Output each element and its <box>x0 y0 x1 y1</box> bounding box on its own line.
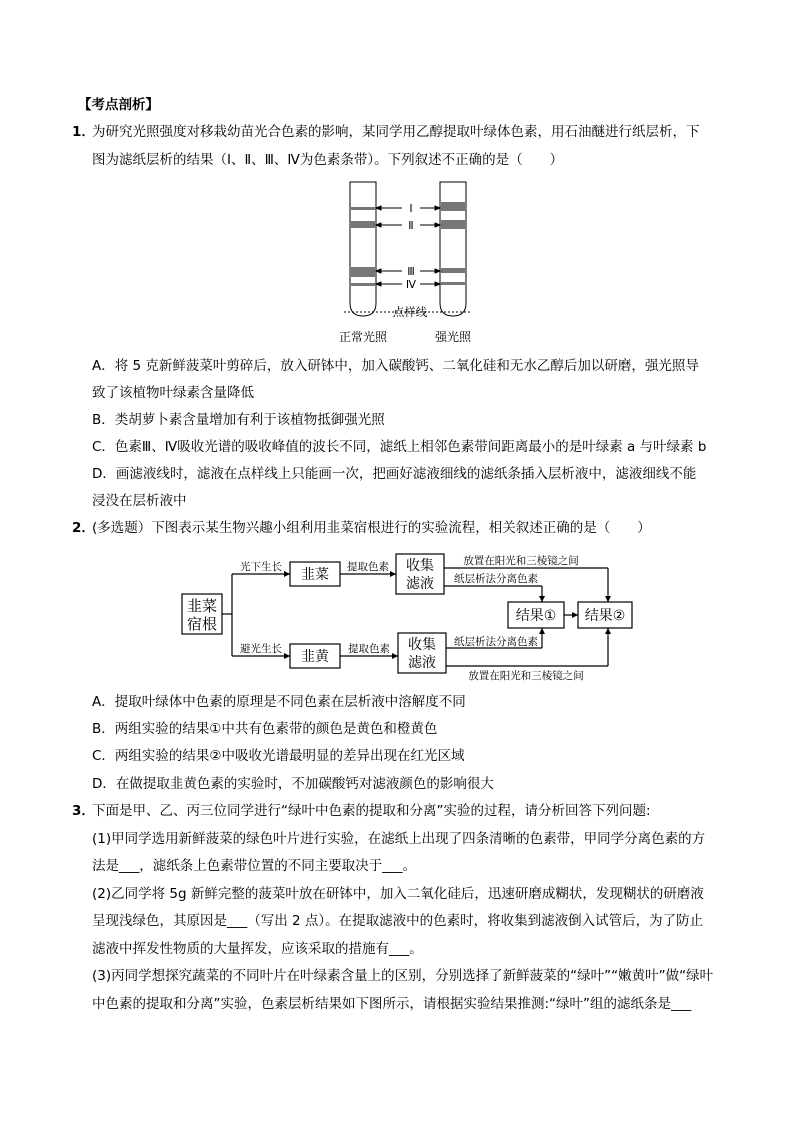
leek-label: 韭菜 <box>301 567 329 583</box>
q1-option-a-line2: 致了该植物叶绿素含量降低 <box>92 385 254 401</box>
q3-stem: 下面是甲、乙、丙三位同学进行“绿叶中色素的提取和分离”实验的过程，请分析回答下列问题: <box>92 803 651 819</box>
q1-option-a-line1: A．将 5 克新鲜菠菜叶剪碎后，放入研钵中，加入碳酸钙、二氧化硅和无水乙醇后加以研磨，强光照导 <box>92 358 699 374</box>
prism-label-top: 放置在阳光和三棱镜之间 <box>463 555 579 567</box>
extract-label-bottom: 提取色素 <box>348 643 390 655</box>
q2-option-a: A．提取叶绿体中色素的原理是不同色素在层析液中溶解度不同 <box>92 694 466 710</box>
collect-bottom-line2: 滤液 <box>408 655 436 671</box>
band-label-3: Ⅲ <box>407 265 415 278</box>
root-line2: 宿根 <box>186 615 218 633</box>
q1-stem-line1: 为研究光照强度对移栽幼苗光合色素的影响，某同学用乙醇提取叶绿体色素，用石油醚进行纸层析，下 <box>92 124 700 140</box>
chromatography-figure <box>330 178 490 348</box>
band-strong-1 <box>441 202 465 211</box>
band-strong-2 <box>441 220 465 229</box>
q3-part3-line1: (3)丙同学想探究蔬菜的不同叶片在叶绿素含量上的区别，分别选择了新鲜菠菜的“绿叶”“嫩黄叶”做“绿叶 <box>92 968 714 984</box>
extract-label-top: 提取色素 <box>347 561 389 573</box>
band-normal-4 <box>351 283 375 286</box>
q1-option-b: B．类胡萝卜素含量增加有利于该植物抵御强光照 <box>92 412 385 428</box>
prism-label-bottom: 放置在阳光和三棱镜之间 <box>468 670 584 682</box>
band-normal-3 <box>351 267 375 277</box>
q2-stem: (多选题）下图表示某生物兴趣小组利用韭菜宿根进行的实验流程，相关叙述正确的是（ ） <box>92 520 651 536</box>
q3-part3-line2: 中色素的提取和分离”实验，色素层析结果如下图所示，请根据实验结果推测:“绿叶”组的滤纸条是___ <box>92 996 692 1012</box>
q3-part1-line1: (1)甲同学选用新鲜菠菜的绿色叶片进行实验，在滤纸上出现了四条清晰的色素带，甲同学分离色素的方 <box>92 831 706 847</box>
q1-stem-line2: 图为滤纸层析的结果（Ⅰ、Ⅱ、Ⅲ、Ⅳ为色素条带）。下列叙述不正确的是（ ） <box>92 152 564 168</box>
band-label-4: Ⅳ <box>405 278 417 291</box>
label-light-growth: 光下生长 <box>240 561 282 573</box>
strip-label-strong: 强光照 <box>434 330 472 344</box>
q2-option-b: B．两组实验的结果①中共有色素带的颜色是黄色和橙黄色 <box>92 721 438 737</box>
band-normal-1 <box>351 207 375 210</box>
band-strong-3 <box>441 268 465 273</box>
q3-part2-line1: (2)乙同学将 5g 新鲜完整的菠菜叶放在研钵中，加入二氧化硅后，迅速研磨成糊状，发现糊状的研磨液 <box>92 886 704 902</box>
q2-option-d: D．在做提取韭黄色素的实验时，不加碳酸钙对滤液颜色的影响很大 <box>92 776 494 792</box>
yellow-leek-label: 韭黄 <box>301 649 329 665</box>
q2-option-c: C．两组实验的结果②中吸收光谱最明显的差异出现在红光区域 <box>92 748 465 764</box>
q3-number: 3． <box>72 803 95 819</box>
section-heading: 【考点剖析】 <box>78 97 159 113</box>
result-1-label: 结果① <box>515 608 557 624</box>
chroma-label-bottom: 纸层析法分离色素 <box>454 636 538 648</box>
flow-diagram <box>180 548 640 683</box>
collect-bottom-line1: 收集 <box>408 637 436 653</box>
chroma-label-top: 纸层析法分离色素 <box>454 573 538 585</box>
q3-part2-line3: 滤液中挥发性物质的大量挥发，应该采取的措施有___。 <box>92 941 423 957</box>
q1-number: 1． <box>72 124 95 140</box>
band-normal-2 <box>351 221 375 228</box>
q2-number: 2． <box>72 520 95 536</box>
q1-option-d-line1: D．画滤液线时，滤液在点样线上只能画一次，把画好滤液细线的滤纸条插入层析液中，滤液细线不能 <box>92 466 697 482</box>
origin-label: 点样线 <box>392 305 428 319</box>
strip-normal-light <box>350 182 376 316</box>
collect-top-line2: 滤液 <box>406 576 434 592</box>
band-label-1: Ⅰ <box>409 202 413 215</box>
result-2-label: 结果② <box>584 608 626 624</box>
q3-part1-line2: 法是___，滤纸条上色素带位置的不同主要取决于___。 <box>92 858 416 874</box>
band-strong-4 <box>441 282 465 285</box>
q3-part2-line2: 呈现浅绿色，其原因是___（写出 2 点）。在提取滤液中的色素时，将收集到滤液倒入试管后，为了防止 <box>92 913 704 929</box>
q1-option-c: C．色素Ⅲ、Ⅳ吸收光谱的吸收峰值的波长不同，滤纸上相邻色素带间距离最小的是叶绿素 a 与叶绿素 b <box>92 439 707 455</box>
root-line1: 韭菜 <box>186 597 218 615</box>
collect-top-line1: 收集 <box>406 558 434 574</box>
label-dark-growth: 避光生长 <box>240 643 282 655</box>
band-label-2: Ⅱ <box>408 219 414 232</box>
strip-label-normal: 正常光照 <box>338 330 388 344</box>
q1-option-d-line2: 浸没在层析液中 <box>92 493 187 509</box>
